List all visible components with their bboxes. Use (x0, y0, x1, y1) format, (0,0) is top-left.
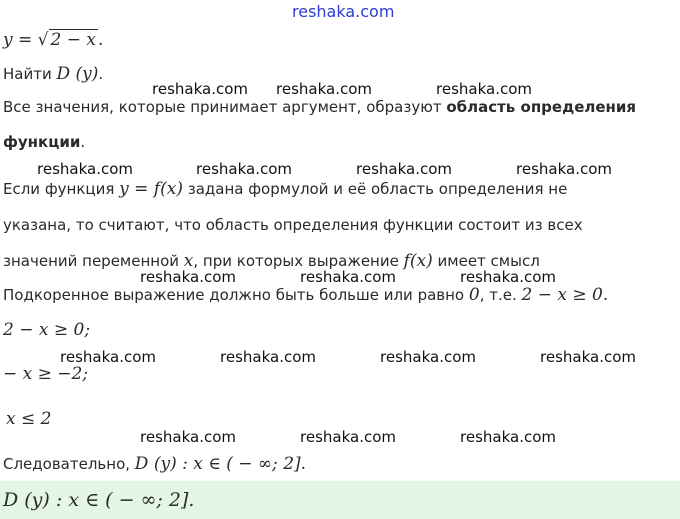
task-line: Найти D (y). (3, 64, 104, 84)
rule-paragraph-line3: значений переменной x, при которых выражение f(x) имеет смысл (3, 251, 540, 271)
watermark: reshaka.com (276, 80, 372, 98)
watermark: reshaka.com (140, 428, 236, 446)
rule-paragraph-line1: Если функция y = f(x) задана формулой и её область определения не (3, 179, 568, 199)
answer-box (0, 481, 680, 519)
watermark: reshaka.com (380, 348, 476, 366)
watermark: reshaka.com (37, 160, 133, 178)
definition-paragraph: Все значения, которые принимает аргумент, образуют область определения (3, 98, 637, 116)
answer-text: D (y) : x ∈ ( − ∞; 2]. (3, 489, 195, 511)
conclusion-line: Следовательно, D (y) : x ∈ ( − ∞; 2]. (3, 454, 307, 474)
watermark: reshaka.com (152, 80, 248, 98)
watermark: reshaka.com (300, 268, 396, 286)
watermark-top: reshaka.com (292, 2, 395, 21)
watermark: reshaka.com (300, 428, 396, 446)
inequality-step-2: − x ≥ −2; (3, 364, 89, 384)
definition-paragraph-cont: функции. (3, 133, 86, 151)
inequality-step-1: 2 − x ≥ 0; (3, 320, 91, 340)
watermark: reshaka.com (196, 160, 292, 178)
watermark: reshaka.com (140, 268, 236, 286)
watermark: reshaka.com (436, 80, 532, 98)
watermark: reshaka.com (356, 160, 452, 178)
inequality-step-3: x ≤ 2 (6, 409, 52, 429)
watermark: reshaka.com (516, 160, 612, 178)
watermark: reshaka.com (460, 428, 556, 446)
rule-paragraph-line2: указана, то считают, что область определения функции состоит из всех (3, 216, 583, 234)
function-formula: y = √ 2 − x . (3, 30, 104, 50)
watermark: reshaka.com (460, 268, 556, 286)
watermark: reshaka.com (220, 348, 316, 366)
watermark: reshaka.com (60, 348, 156, 366)
radicand-condition: Подкоренное выражение должно быть больше или равно 0, т.е. 2 − x ≥ 0. (3, 285, 609, 305)
sqrt-symbol: √ (37, 30, 49, 50)
watermark: reshaka.com (540, 348, 636, 366)
